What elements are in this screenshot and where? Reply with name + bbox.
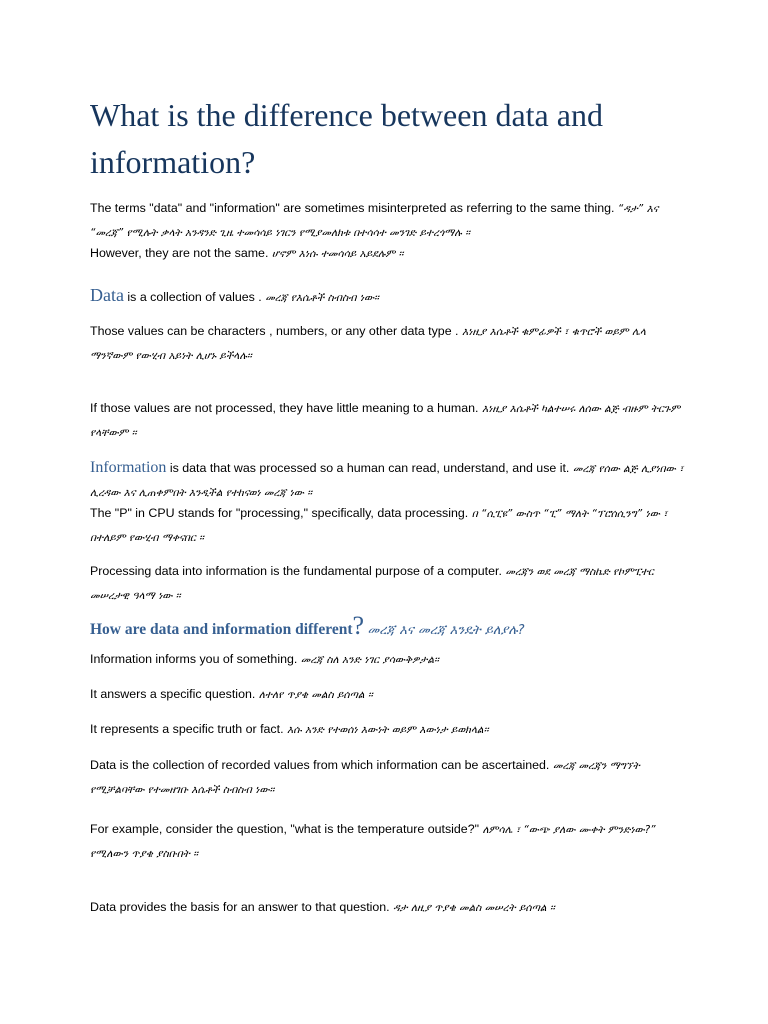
paragraph-text-en: Processing data into information is the fundamental purpose of a computer. <box>90 564 502 578</box>
paragraph-text-am: መረጃ የሰው ልጅ ሊያነበው ፣ ሊረዳው እና ሊጠቀምበት እንዲችል የተከናወነ መረጃ ነው ። <box>90 463 684 499</box>
paragraph-represents <box>90 718 690 742</box>
paragraph-text-am: መረጃን ወደ መረጃ ማስኬድ የኮምፒተር መሠረታዊ ዓላማ ነው ። <box>90 566 654 602</box>
paragraph-text-en: For example, consider the question, "what is the temperature outside?" <box>90 822 479 836</box>
paragraph-text-en: The terms "data" and "information" are sometimes misinterpreted as referring to the same thing. <box>90 201 615 215</box>
inline-heading-data: Data <box>90 285 124 305</box>
paragraph-text-am: እሱ አንድ የተወሰነ እውነት ወይም እውነታ ይወክላል። <box>286 724 489 736</box>
paragraph-processing <box>90 560 690 608</box>
paragraph-text-am: መረጃ የእሴቶች ስብስብ ነው። <box>265 292 379 304</box>
paragraph-text-am: ለምሳሌ ፣ “ውጭ ያለው ሙቀት ምንድነው?” የሚለውን ጥያቄ ያስቡበት ። <box>90 824 656 860</box>
paragraph-text-en: If those values are not processed, they have little meaning to a human. <box>90 401 479 415</box>
paragraph-recorded-values <box>90 754 690 802</box>
paragraph-text-en: However, they are not the same. <box>90 246 269 260</box>
paragraph-terms <box>90 197 690 245</box>
paragraph-text-am: “ዳታ” እና “መረጃ” የሚሉት ቃላት አንዳንድ ጊዜ ተመሳሳይ ነገርን የሚያመለክቱ በተሳሳተ መንገድ ይተረጎማሉ ። <box>90 203 659 239</box>
paragraph-data-definition <box>90 284 690 310</box>
paragraph-text-en: Data provides the basis for an answer to that question. <box>90 900 390 914</box>
question-mark: ? <box>352 611 365 640</box>
paragraph-informs <box>90 648 690 672</box>
paragraph-cpu <box>90 502 690 550</box>
paragraph-text-en: It answers a specific question. <box>90 687 256 701</box>
paragraph-text-am: ለተለየ ጥያቄ መልስ ይሰጣል ። <box>258 689 373 701</box>
paragraph-text-en: is data that was processed so a human can read, understand, and use it. <box>166 461 570 475</box>
paragraph-values <box>90 320 690 368</box>
paragraph-text-am: ዳታ ለዚያ ጥያቄ መልስ መሠረት ይሰጣል ። <box>393 902 555 914</box>
page-title: What is the difference between data and information? <box>90 97 603 180</box>
paragraph-basis <box>90 896 690 920</box>
paragraph-example <box>90 818 690 866</box>
paragraph-not-same <box>90 242 690 266</box>
section-heading-am: መረጃ እና መረጃ እንዴት ይለያሉ? <box>367 623 525 638</box>
paragraph-answers <box>90 683 690 707</box>
paragraph-text-en: Data is the collection of recorded values from which information can be ascertained. <box>90 758 550 772</box>
section-heading-text: How are data and information different <box>90 621 353 638</box>
paragraph-text-am: መረጃ መረጃን ማግኘት የሚቻልባቸው የተመዘገቡ እሴቶች ስብስብ ነው። <box>90 760 640 796</box>
paragraph-text-am: ሆኖም እነሱ ተመሳሳይ አይደሉም ። <box>271 248 404 260</box>
paragraph-text-am: እነዚያ እሴቶች ቁምፊዎች ፣ ቁጥሮች ወይም ሌላ ማንኛውም የውሂብ አይነት ሊሆኑ ይችላሉ። <box>90 326 646 362</box>
paragraph-text-am: እነዚያ እሴቶች ካልተሠሩ ለሰው ልጅ ብዙም ትርጉም የላቸውም ። <box>90 403 681 439</box>
paragraph-text-am: በ “ሲፒዩ” ውስጥ “ፒ” ማለት “ፕሮሰሲንግ” ነው ፣ በተለይም የውሂብ ማቀናበር ። <box>90 508 668 544</box>
paragraph-not-processed <box>90 397 690 445</box>
paragraph-text-en: It represents a specific truth or fact. <box>90 722 284 736</box>
paragraph-text-am: መረጃ ስለ አንድ ነገር ያሳውቅዎታል። <box>300 654 439 666</box>
paragraph-text-en: Information informs you of something. <box>90 652 298 666</box>
paragraph-information-definition <box>90 456 690 505</box>
inline-heading-information: Information <box>90 459 167 476</box>
section-heading-difference <box>90 611 690 642</box>
paragraph-text-en: Those values can be characters , numbers, or any other data type . <box>90 324 459 338</box>
paragraph-text-en: is a collection of values . <box>123 290 262 304</box>
paragraph-text-en: The "P" in CPU stands for "processing," specifically, data processing. <box>90 506 469 520</box>
